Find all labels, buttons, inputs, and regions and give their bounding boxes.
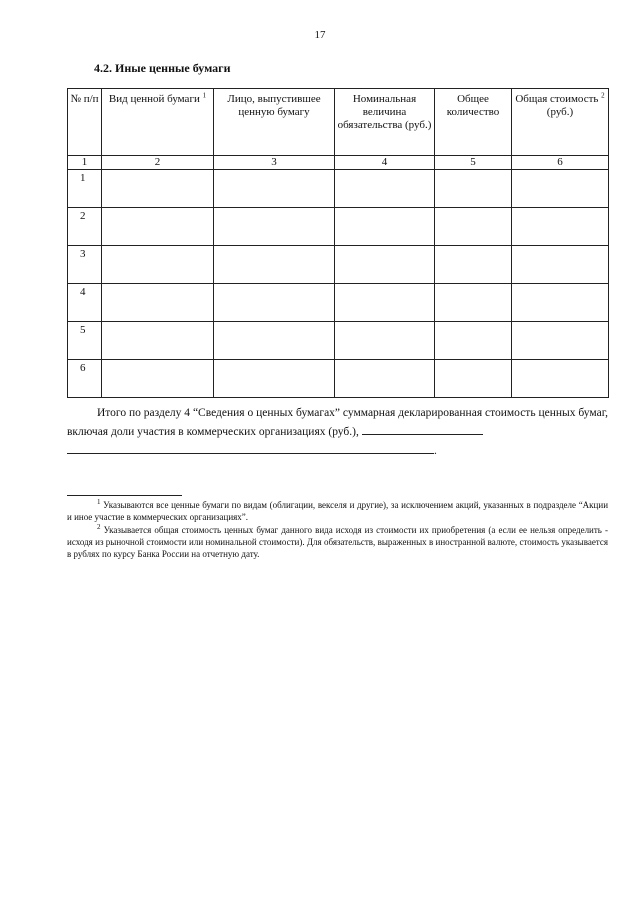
table-cell bbox=[214, 208, 335, 246]
total-text: Итого по разделу 4 “Сведения о ценных бумагах” суммарная декларированная стоимость ценных бумаг, включая доли участия в коммерческих организациях (руб.), bbox=[67, 407, 608, 438]
header-security-type: Вид ценной бумаги $^1$ bbox=[102, 89, 214, 156]
total-end: . bbox=[434, 445, 437, 457]
table-cell bbox=[435, 322, 512, 360]
table-row bbox=[68, 360, 609, 398]
row-number: 5 bbox=[68, 322, 102, 360]
total-value-line bbox=[362, 422, 483, 435]
section-title: 4.2. Иные ценные бумаги bbox=[94, 61, 231, 75]
footnotes bbox=[67, 499, 608, 561]
table-cell bbox=[102, 170, 214, 208]
column-number: 1 bbox=[68, 156, 102, 170]
securities-table bbox=[67, 88, 609, 398]
table-cell bbox=[435, 284, 512, 322]
table-cell bbox=[512, 170, 609, 208]
table-row bbox=[68, 246, 609, 284]
header-total-value: Общая стоимость $^2$ (руб.) bbox=[512, 89, 609, 156]
page-number: 17 bbox=[314, 29, 326, 41]
table-row bbox=[68, 284, 609, 322]
header-issuer: Лицо, выпустившее ценную бумагу bbox=[214, 89, 335, 156]
table-cell bbox=[214, 246, 335, 284]
row-number: 6 bbox=[68, 360, 102, 398]
footnote-1: $^1$ Указываются все ценные бумаги по видам (облигации, векселя и другие), за исключением акций, указанных в подразделе “Акции и иное участие в коммерческих организациях”. bbox=[67, 498, 609, 522]
table-cell bbox=[102, 284, 214, 322]
table-header-row bbox=[68, 89, 609, 156]
header-nominal-value: Номинальная величина обязательства (руб.) bbox=[335, 89, 435, 156]
column-number-row bbox=[68, 156, 609, 170]
table-cell bbox=[512, 322, 609, 360]
column-number: 3 bbox=[214, 156, 335, 170]
table-cell bbox=[335, 246, 435, 284]
table-cell bbox=[102, 360, 214, 398]
table-cell bbox=[214, 170, 335, 208]
section-total bbox=[67, 404, 608, 460]
table-cell bbox=[435, 246, 512, 284]
row-number: 2 bbox=[68, 208, 102, 246]
table-cell bbox=[102, 246, 214, 284]
table-cell bbox=[335, 360, 435, 398]
column-number: 2 bbox=[102, 156, 214, 170]
header-quantity: Общее количество bbox=[435, 89, 512, 156]
row-number: 4 bbox=[68, 284, 102, 322]
footnote-2: $^2$ Указывается общая стоимость ценных бумаг данного вида исходя из стоимости их приобретения (а если ее нельзя определить - исходя из рыночной стоимости или номинальной стоимости). Для обязательств, выраженных в иностранной валюте, стоимость указывается в рублях по курсу Банка России на отчетную дату. bbox=[67, 523, 608, 559]
table-cell bbox=[214, 322, 335, 360]
column-number: 4 bbox=[335, 156, 435, 170]
table-cell bbox=[102, 322, 214, 360]
table-cell bbox=[214, 284, 335, 322]
table-cell bbox=[435, 170, 512, 208]
table-cell bbox=[435, 360, 512, 398]
total-value-line-2 bbox=[67, 441, 434, 454]
table-cell bbox=[435, 208, 512, 246]
table-cell bbox=[512, 208, 609, 246]
table-cell bbox=[335, 208, 435, 246]
header-number: № п/п bbox=[68, 89, 102, 156]
column-number: 5 bbox=[435, 156, 512, 170]
column-number: 6 bbox=[512, 156, 609, 170]
table-cell bbox=[512, 284, 609, 322]
table-cell bbox=[512, 360, 609, 398]
row-number: 1 bbox=[68, 170, 102, 208]
table-cell bbox=[335, 170, 435, 208]
footnote-separator bbox=[67, 495, 182, 496]
table-cell bbox=[335, 284, 435, 322]
table-cell bbox=[335, 322, 435, 360]
table-cell bbox=[102, 208, 214, 246]
table-cell bbox=[512, 246, 609, 284]
table-cell bbox=[214, 360, 335, 398]
table-row bbox=[68, 322, 609, 360]
table-row bbox=[68, 170, 609, 208]
row-number: 3 bbox=[68, 246, 102, 284]
table-row bbox=[68, 208, 609, 246]
